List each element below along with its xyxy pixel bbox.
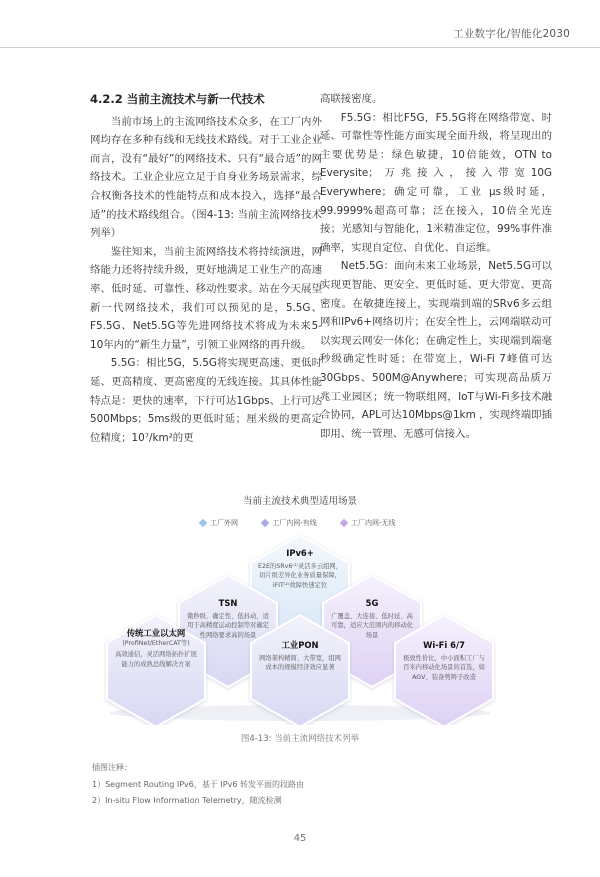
paragraph: Net5.5G：面向未来工业场景，Net5.5G可以实现更智能、更安全、更低时延、更大带宽、更高密度。在敏捷连接上，实现端到端的SRv6多云组网和IPv6+网络切片；在安全性上，云网端联动可以实现云网安一体化；在确定性上，实现端到端毫秒级确定性时延；在带宽上，Wi-Fi 7峰值可达30Gbps、500M@Anywhere；可实现高品质万兆工业园区；统一物联组网，IoT与Wi-Fi多技术融合协同，APL可达10Mbps@1km ，实现终端即插即用、统一管理、无感可信接入。 <box>320 260 552 440</box>
notes-heading: 插图注释： <box>92 763 132 772</box>
legend-item-outer: 工厂外网 <box>200 518 238 528</box>
hex-subtitle: (ProfiNet/EtherCAT等) <box>122 640 190 647</box>
legend-item-wired: 工厂内网-有线 <box>262 518 317 528</box>
hex-5g-text <box>330 598 414 640</box>
hex-title: 传统工业以太网 <box>126 628 186 638</box>
paragraph: 高联接密度。 <box>320 93 383 105</box>
hex-desc: E2E的SRv6⁽¹⁾灵活多云组网，切片级差异化业务质量保障，iFIT⁽²⁾故障快速定位 <box>257 563 343 589</box>
left-column <box>90 90 322 447</box>
header-divider <box>0 47 600 48</box>
hex-title: Wi-Fi 6/7 <box>423 640 465 650</box>
hex-ipv6-text <box>256 548 344 590</box>
hex-ethernet-text <box>114 628 198 669</box>
hex-title: IPv6+ <box>286 548 314 558</box>
paragraph: 5.5G：相比5G，5.5G将实现更高速、更低时延、更高精度、更高密度的无线连接。其具体性能特点是：更快的速率，下行可达1Gbps、上行可达500Mbps；5ms级的更低时延；厘米级的更高定位精度；10⁷/km²的更 <box>90 357 322 444</box>
hex-desc: 网络架构精简、大带宽，组网成本的规模经济效应显著 <box>259 655 341 672</box>
hex-desc: 微秒级、确定性、低抖动，适用于高精度运动控制等对确定性网络要求高的场景 <box>187 613 269 639</box>
paragraph: 当前市场上的主流网络技术众多，在工厂内外网均存在多种有线和无线技术路线。对于工业企业而言，没有“最好”的网络技术、只有“最合适”的网络技术。工业企业应立足于自身业务场景需求，综合权衡各技术的性能特点和成本投入，选择“最合适”的技术路线组合。（图4-13: 当前主流网络技术列举） <box>90 115 322 240</box>
hex-title: TSN <box>218 598 238 608</box>
hex-desc: 广覆盖、大连接、低时延、高可靠，适应大范围内的移动化场景 <box>331 613 413 639</box>
hex-title: 5G <box>365 598 379 608</box>
legend-item-wireless: 工厂内网-无线 <box>341 518 396 528</box>
hex-wifi-text <box>402 640 486 682</box>
running-header: 工业数字化/智能化2030 <box>453 28 570 40</box>
hex-title: 工业PON <box>281 640 319 650</box>
figure-notes <box>92 760 304 810</box>
figure-title: 当前主流技术典型适用场景 <box>242 496 357 507</box>
page-number: 45 <box>293 833 307 844</box>
figure-caption: 图4-13: 当前主流网络技术列举 <box>240 734 360 744</box>
right-column <box>320 90 552 443</box>
hex-desc: 极致性价比，中小面积工厂与百米内移动化场景的首选，如AGV、装备剪辫子改造 <box>403 655 485 681</box>
note-item: 2）In-situ Flow Information Telemetry，随流检测 <box>92 796 282 805</box>
hex-pon-text <box>258 640 342 673</box>
paragraph: F5.5G：相比F5G，F5.5G将在网络带宽、时延、可靠性等性能方面实现全面升级，将呈现出的主要优势是：绿色敏捷，10倍能效，OTN to Everysite；万兆接入，接入带宽10G Everywhere；确定可靠，工业 μs级时延，99.9999%超高可靠；泛在接入，10倍全光连接；光感知与智能化，1米精准定位，99%事件准确率，实现自定位、自优化、自运维。 <box>320 111 552 254</box>
paragraph: 鉴往知来，当前主流网络技术将持续演进，网络能力还将持续升级，更好地满足工业生产的高速率、低时延、可靠性、移动性要求。站在今天展望新一代网络技术，我们可以预见的是，5.5G、F5.5G、Net5.5G等先进网络技术将成为未来5-10年内的“新生力量”，引领工业网络的再升级。 <box>90 245 322 351</box>
section-title: 4.2.2 当前主流技术与新一代技术 <box>90 92 265 106</box>
note-item: 1）Segment Routing IPv6，基于 IPv6 转发平面的段路由 <box>92 779 304 789</box>
hex-desc: 高效通信，灵活网络拓扑扩展能力的成熟总线解决方案 <box>115 651 197 668</box>
